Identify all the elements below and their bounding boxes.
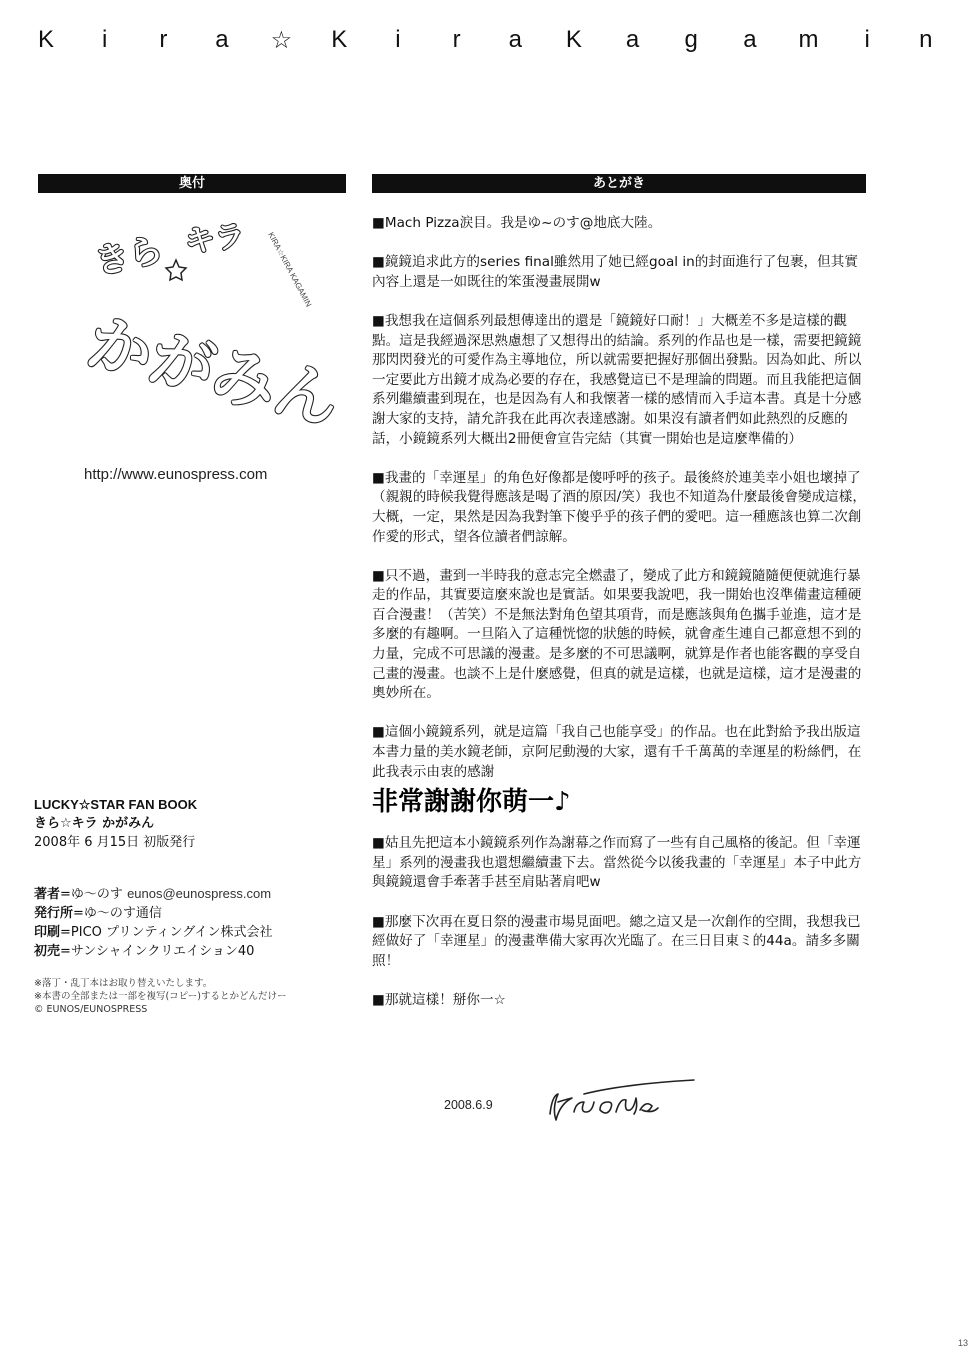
thanks-headline: 非常謝謝你萌一♪ [372,787,571,818]
credit-value: =ゆ〜のす [60,887,123,902]
afterword-paragraph: ■那就這樣！掰你一☆ [372,991,506,1008]
book-title-banner [36,26,936,55]
credit-row [34,904,344,923]
copyright-line: © EUNOS/EUNOSPRESS [34,1004,148,1015]
logo-kira-katakana: キラ [183,218,247,260]
website-url: http://www.eunospress.com [84,466,268,483]
colophon [34,795,344,1016]
afterword [372,214,870,1030]
credit-row [34,942,344,961]
title-letter: r [452,26,461,53]
colophon-header-label: 奥付 [178,176,205,191]
afterword-paragraph: ■這個小鏡鏡系列，就是這篇「我自己也能享受」的作品。也在此對給予我出版這本書力量的美水鏡老師，京阿尼動漫的大家，還有千千萬萬的幸運星的粉絲們，在此我表示由衷的感謝 [372,724,862,780]
afterword-date: 2008.6.9 [444,1098,493,1112]
afterword-header-label: あとがき [592,176,645,191]
afterword-paragraph: ■Mach Pizza涙目。我是ゆ~のす@地底大陸。 [372,215,662,231]
credit-label: 初売 [34,944,61,959]
note-line: ※落丁・乱丁本はお取り替えいたします。 [34,978,213,989]
afterword-paragraph: ■鏡鏡追求此方的series final雖然用了她已經goal in的封面進行了包裹，但其實內容上還是一如既往的笨蛋漫畫展開w [372,254,858,290]
afterword-paragraph: ■只不過，畫到一半時我的意志完全燃盡了，變成了此方和鏡鏡隨隨便便就進行暴走的作品，其實要這麼來說也是實話。如果要我說吧，我一開始也沒準備畫這種硬百合漫畫！（苦笑）不是無法對角色望其項背，而是應該與角色攜手並進，這才是多麼的有趣啊。一旦陷入了這種恍惚的狀態的時候，就會產生連自己都意想不到的力量，完成不可思議的漫畫。是多麼的不可思議啊，就算是作者也能客觀的享受自己畫的漫畫。也談不上是什麼感覺，但真的就是這樣，也就是這樣，這才是漫畫的奧妙所在。 [372,567,862,702]
afterword-paragraph: ■我畫的「幸運星」的角色好像都是傻呼呼的孩子。最後終於連美幸小姐也壞掉了（親親的時候我覺得應該是喝了酒的原因/笑）我也不知道為什麼最後會變成這樣，大概，一定，果然是因為我對筆下傻乎乎的孩子們的愛吧。這一種應該也算二次創作愛的形式，望各位讀者們諒解。 [372,469,866,545]
afterword-paragraph: ■那麼下次再在夏日祭的漫畫市場見面吧。總之這又是一次創作的空間，我想我已經做好了「幸運星」的漫畫準備大家再次光臨了。在三日目東ミ的44a。請多多關照！ [372,913,861,969]
title-letter: a [215,26,229,53]
credit-label: 発行所 [34,906,74,921]
title-letter: K [37,26,54,53]
logo-kira-hiragana: きら [91,229,167,283]
credit-email: eunos@eunospress.com [127,886,272,901]
title-letter: a [743,26,757,53]
logo-star-icon [166,260,186,280]
title-letter: K [331,26,348,53]
author-signature [544,1074,704,1134]
title-letter: g [684,26,698,53]
title-letter: a [508,26,522,53]
title-letter: K [565,26,582,53]
afterword-header-bar [372,174,866,193]
title-letter: i [101,26,108,53]
credit-value: =PICO プリンティングイン株式会社 [60,925,273,940]
title-letter: m [798,26,819,53]
colophon-credits [34,884,344,961]
credit-row [34,884,344,904]
colophon-release-date: 2008年 6 月15日 初版発行 [34,835,196,850]
colophon-book-title: LUCKY☆STAR FAN BOOK [34,797,198,812]
credit-label: 著者 [34,887,61,902]
credit-label: 印刷 [34,925,61,940]
colophon-book-subtitle: きら☆キラ かがみん [34,816,155,831]
credit-value: =ゆ〜のす通信 [73,906,162,921]
note-line: ※本書の全部または一部を複写(コピー)するとかどんだけー [34,991,287,1002]
colophon-header-bar [38,174,346,193]
title-letter: i [864,26,870,53]
logo-arc-text: KIRA☆KIRA KAGAMIN [266,230,314,309]
colophon-notes [34,977,344,1016]
logo-kagamin: かがみん [80,305,347,440]
credit-value: =サンシャインクリエイション40 [60,944,255,959]
book-logo [78,214,347,440]
page-number: 13 [958,1338,969,1348]
title-letter: i [395,26,401,53]
credit-row [34,923,344,942]
title-letter: a [625,26,640,53]
title-letter: r [159,26,168,53]
afterword-paragraph: ■我想我在這個系列最想傳達出的還是「鏡鏡好口耐！」大概差不多是這樣的觀點。這是我經過深思熟慮想了又想得出的結論。系列的作品也是一樣，需要把鏡鏡那閃閃發光的可愛作為主導地位，所以就需要把握好那個出發點。因為如此、所以一定要此方出鏡才成為必要的存在，我感覺這已不是理論的問題。而且我能把這個系列繼續畫到現在，也是因為有人和我懷著一樣的感情而入手這本書。真是十分感謝大家的支持，請允許我在此再次表達感謝。如果沒有讀者們如此熱烈的反應的話，小鏡鏡系列大概出2冊便會宣告完結（其實一開始也是這麼準備的） [372,312,862,447]
title-letter: n [919,26,933,53]
title-star-glyph: ☆ [270,27,293,54]
afterword-paragraph: ■姑且先把這本小鏡鏡系列作為謝幕之作而寫了一些有自己風格的後記。但「幸運星」系列的漫畫我也還想繼續畫下去。當然從今以後我畫的「幸運星」本子中此方與鏡鏡還會手牽著手甚至肩貼著肩吧w [372,835,862,891]
